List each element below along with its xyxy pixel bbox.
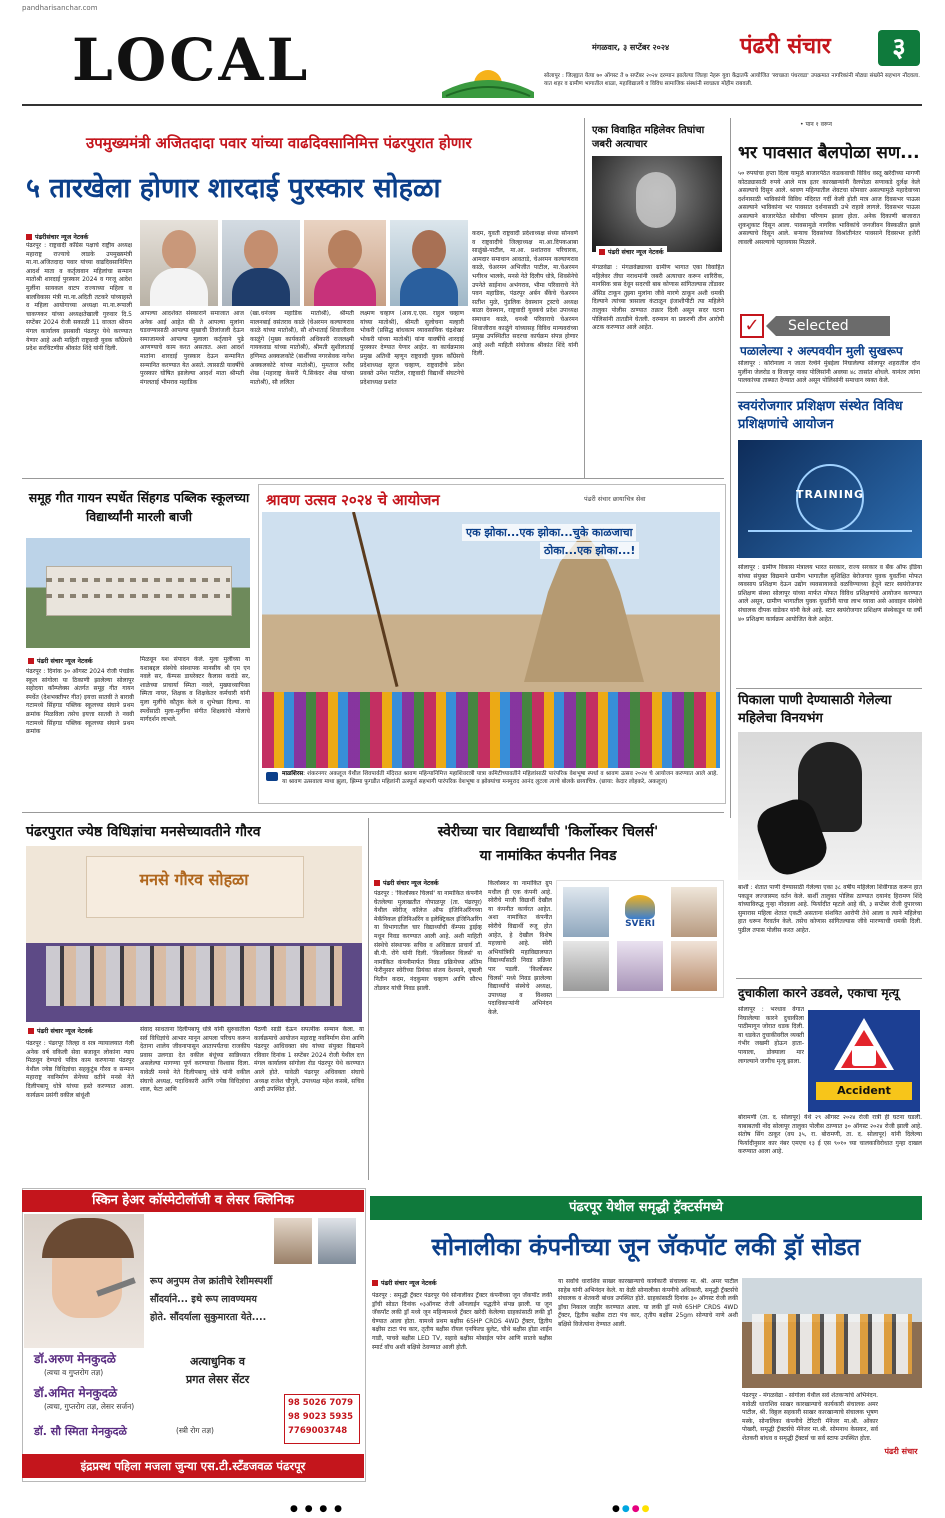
sveri-byline-text: पंढरी संचार न्यूज नेटवर्क (383, 880, 439, 887)
tractors-kicker: पंढरपूर येथील समृद्धी ट्रॅक्टर्समध्ये (370, 1196, 922, 1220)
lead-col2: आपल्या आदर्शवत संस्काराने समाजात आज अनेक आई आहेत की ते आपल्या मुलांना घडवण्यासाठी आपल्या सुखाची तिलांजली देऊन समाजामध्ये आपल्या मुलाला कर्तृत्वाने पुढे आणण्याचे काम करत असतात. अशा आदर्श मातांना शारदाई पुरस्कार देऊन सन्मानित सन्मानित करण्यात येत असते. त्यासाठी यावर्षीचे पुरस्कार घोषित झालेल्या आदर्श माता श्रीमती मंगलताई भीमराव महाडिक (140, 310, 244, 386)
shravan-caption (282, 770, 718, 798)
widow-byline-text: पंढरी संचार न्यूज नेटवर्क (608, 249, 664, 256)
harass-headline: पिकाला पाणी देण्यासाठी गेलेल्या महिलेचा विनयभंग (738, 693, 892, 726)
sing-byline-text: पंढरी संचार न्यूज नेटवर्क (37, 658, 93, 665)
clinic-title: स्किन हेअर कॉस्मेटोलॉजी व लेसर क्लिनिक (22, 1190, 364, 1212)
registration-marks-left: ● ● ● ● (290, 1504, 344, 1514)
shravan-caption-credit: (छाया: केदार लोहकरे, अकलूज) (599, 779, 668, 785)
doctor-3-name: डॉ. सौ स्मिता मेनकुदळे (34, 1425, 127, 1438)
sing-col2: मिळवून यश संपादन केले. मुला मुलींच्या या यशाबद्दल संस्थेचे संस्थापक मानसीय श्री एम एन नवले सर, कॅम्पस डायरेक्टर कैलास करांडे सर, शाळेच्या प्राचार्या स्मिता नवले, मुख्याध्यापिका स्मिता नायर, शिक्षक व शिक्षकेतर कर्मचारी यांनी मुला मुलींचे कौतुक केले व शुभेच्छा दिल्या. या स्पर्धेसाठी मुला-मुलींना संगीत शिक्षकांचे मोलाचे मार्गदर्शन लाभले. (140, 656, 250, 724)
sveri-logo (615, 895, 665, 935)
shravan-overlay-line1: एक झोका...एक झोका...चुके काळजाचा (462, 524, 636, 541)
rain-jump: • पान १ वरून (800, 121, 833, 128)
accident-headline: दुचाकीला कारने उडवले, एकाचा मृत्यू (738, 986, 899, 1000)
sveri-photo-collage (556, 880, 724, 998)
mns-col3: पैठणी साडी देऊन सपत्नीक सन्मान केला. या कार्यक्रमाचे आयोजन महाराष्ट्र नवनिर्माण सेना आणि पंढरपूर आधिवक्ता संघ यांच्या संयुक्त विद्यमाने रविवार दिनांक 1 सप्टेंबर 2024 रोजी येथील दत्त मंगल कार्यालय सांगोला रोड पंढरपूर येथे करण्यात आले होते. यावेळी पंढरपूर अधिवक्ता संघाचे अध्यक्ष राजेश चौगुले, उपाध्यक्ष महेश कसबे, सचिव आदी उपस्थित होते. (254, 1026, 364, 1094)
selected-badge (740, 314, 890, 338)
sing-col1: पंढरपूर : दिनांक ३० ऑगस्ट 2024 रोजी पंचडेक स्कूल सांगोला या ठिकाणी झालेल्या सोलापूर सहोदया कॉम्प्लेक्स अंतर्गत समूह गीत गायन स्पर्धेत (देशभक्तीपर गीत) इयत्ता सातवी ते बारावी गटामध्ये सिंहगड पब्लिक स्कूलच्या संघाने प्रथम क्रमांक मिळविला तसेच इयत्ता सातवी ते नववी गटामध्ये सिंहगड पब्लिक स्कूलच्या संघाने प्रथम क्रमांक (26, 668, 134, 736)
shravan-headline: श्रावण उत्सव २०२४ चे आयोजन (266, 491, 440, 509)
clinic-phone-3[interactable]: 7769003748 (288, 1426, 348, 1436)
school-photo (26, 538, 250, 648)
accident-label: Accident (816, 1082, 912, 1100)
sveri-headline-line1: स्वेरीच्या चार विद्यार्थ्यांची 'किर्लोस्कर चिलर्स' (437, 824, 659, 840)
sun-field-logo (442, 58, 534, 98)
lead-headline: ५ तारखेला होणार शारदाई पुरस्कार सोहळा (26, 173, 441, 204)
lead-col5: कदम, युवती राष्ट्रवादी प्रदेशाध्यक्ष संध्या सोनवणे व राष्ट्रवादीचे जिल्हाध्यक्ष मा.आ.दिपकआबा साळुंखे-पाटील, मा.आ. प्रशांतराव परिचारक, आमदार समाधान आवताडे, चेअरमन कल्याणराव काळे, चेअरमन अभिजीत पाटील, मा.चेअरमन भगीरथ भालके, मनसे नेते दिलीप धोत्रे, शिवसेनेचे उपनेते साईनाथ अभंगराव, भीमा परिवाराचे नेते पवन महाडिक, पंढरपूर अर्बन बँकेचे चेअरमन सतीश मुळे, पुंडलिक देवस्थान ट्रस्टचे अध्यक्ष बाळा देवस्थान, राष्ट्रवादी युवकचे प्रदेश उपाध्यक्ष समाधान काळे, धनश्री परिवाराचे चेअरमन शिवाजीराव काळुंगे यांच्यासह विविध मान्यवरांच्या प्रमुख उपस्थितीत सदरचा कार्यक्रम संपन्न होणार आहे अशी माहिती संयोजक श्रीकांत शिंदे यांनी दिली. (472, 230, 578, 358)
tractors-stamp: पंढरी संचार (884, 1447, 918, 1456)
harass-body: बार्शी : शेतात पाणी देण्यासाठी गेलेल्या एका ३८ वर्षीय महिलेला शिवीगाळ करून हात पकडून लज्जास्पद वर्तन केले. बार्शी तालुका पोलिस ठाण्यात दयानंद हिरामण शिंदे यांच्याविरुद्ध गुन्हा नोंदवला आहे. फिर्यादीत म्हटले आहे की, ३ सप्टेंबर रोजी दुपारच्या सुमारास महिला शेतात एकटी असताना संशयित आरोपी तेथे आला व त्याने महिलेचा हात धरून गैरवर्तन केले. तसेच कोणास सांगितल्यास जीवे मारण्याची धमकी दिली. पुढील तपास पोलीस करत आहेत. (738, 884, 922, 934)
sveri-logo-text: SVERI (625, 919, 655, 929)
mns-col1: पंढरपूर : पंढरपूर जिल्हा व सत्र न्यायालयात गेली अनेक वर्ष वकिली सेवा बजावून लोकांना न्याय मिळवून देण्याचे पवित्र काम करणाऱ्या पंढरपूर येथील ज्येष्ठ विधिज्ञांचा सहकुटुंब गौरव व सन्मान महाराष्ट्र नवनिर्माण सेनेच्या वतीने मनसे नेते दिलीपबापू धोत्रे यांच्या हस्ते करण्यात आला. कार्यक्रम प्रसंगी वकील बांधूंशी (26, 1040, 134, 1099)
selected-label: Selected (788, 318, 849, 334)
training-image-label: TRAINING (795, 488, 865, 501)
training-image (738, 440, 922, 558)
clinic-tagline-2: सौंदर्याने... इथे रूप लावण्यमय (150, 1294, 257, 1305)
tractors-caption: पंढरपूर - मंगळवेढा - सांगोला येथील सर्व शेतकऱ्यांचे अभिनंदन. यावेळी धाराशिव साखर कारखान्याचे कार्यकारी संचालक अमर पाटील, श्री. विठ्ठल सहकारी साखर कारखान्याचे संचालक भूषण मस्के, सोनालिका कंपनीचे टेरिटरी मॅनेजर मा.श्री. ओंकार पोखरी, समृद्धी ट्रॅक्टर्सचे मॅनेजर मा.श्री. सोमनाथ केसकर, सर्व शेतकरी बांधव व समृद्धी ट्रॅक्टर्स चा सर्व स्टाफ उपस्थित होता. (742, 1392, 878, 1442)
doctor-2-note: (त्वचा, गुप्तरोग तज्ञ, लेसर सर्जन) (44, 1402, 135, 1411)
doctor-1-name: डॉ.अरुण मेनकुदळे (34, 1352, 116, 1366)
shravan-caption-place: माळशिरस (282, 771, 304, 777)
check-icon: ✓ (740, 314, 764, 338)
shravan-credit: पंढरी संचार छायाचित्र सेवा (584, 495, 646, 503)
accident-graphic (808, 1010, 920, 1112)
mns-byline (28, 1026, 93, 1035)
shravan-photo (262, 512, 720, 768)
lead-kicker: उपमुख्यमंत्री अजितदादा पवार यांच्या वाढदिवसानिमित्त पंढरपुरात होणार (86, 134, 472, 152)
tractors-photo (742, 1278, 922, 1388)
clinic-tagline-3: होते. सौंदर्याला सुकुमारता येते.... (150, 1312, 267, 1323)
lead-col1: पंढरपूर : राष्ट्रवादी काँग्रेस पक्षाचे राष्ट्रीय अध्यक्ष महाराष्ट्र राज्याचे लाडके उपमुख्यमंत्री मा.ना.अजितदादा पवार यांच्या वाढदिवसानिमित्त आदर्श माता व कर्तृत्ववान महिलांचा सन्मान मातोश्री शारदाई पुरस्कार 2024 व गरजू आदेश मुलींना सायकल वाटप राज्याच्या महिला व बालविकास मंत्री मा.ना.अदिती तटकरे यांच्याहस्ते व महिला आयोगाच्या अध्यक्षा मा.ना.रूपाली चाकणकर यांच्या अध्यक्षतेखाली गुरुवार दि.5 सप्टेंबर 2024 रोजी सकाळी 11 वाजता श्रीराम मंगल कार्यालय इसबावी पंढरपूर येथे करण्यात येणार आहे अशी माहिती राष्ट्रवादी युवक काँग्रेसचे प्रदेश सरचिटणीस श्रीकांत शिंदे यांनी दिली. (26, 242, 132, 353)
mns-byline-text: पंढरी संचार न्यूज नेटवर्क (37, 1028, 93, 1035)
shravan-caption-text: : शंकरनगर अकलूज येथील शिवपार्वती मंदिरात श्रावण महिन्यानिमित्त महाशिवरात्री यात्रा कमिटीच्यावतीने महिलांसाठी पारंपरिक वेशभूषा स्पर्धा व श्रावण उत्सव २०२४ चे आयोजन करण्यात आले आहे. या श्रावण उत्सवाला माथा झुला, झिम्मा फुगडीत महिलांनी उत्स्फूर्त सहभागी पारंपरिक वेशभूषा व झोक्यांचा मनमुराद आनंद लुटला त्याचे बोलके छायाचित्र. (282, 771, 718, 785)
clinic-phone-2[interactable]: 98 9023 5935 (288, 1412, 354, 1422)
tractors-col1: पंढरपूर : समृद्धी ट्रॅक्टर पंढरपूर येथे सोनालीका ट्रॅक्टर कंपनीच्या जून जॅकपॉट लकी ड्रॉची सोडत दिनांक ०३ऑगस्ट रोजी ऑनलाईन पद्धतीने संपन्न झाली. या जून जॅकपॉट लकी ड्रॉ मध्ये जून महिन्यामध्ये ट्रॅक्टर खरेदी केलेल्या ग्राहकांसाठी लकी ड्रॉ घेण्यात आला होता. यामध्ये प्रथम बक्षीस 65HP CRDS 4WD ट्रॅक्टर, द्वितीय बक्षीस टाटा पंच कार, तृतीय बक्षीस रॉयल एनफिल्ड बुलेट, चौथे बक्षीस होंडा शाईन गाडी, पाचवे बक्षीस LED TV, सहावे बक्षीस मोबाईल फोन आणि सातवे बक्षीस स्मार्ट वॉच अशी बक्षिसे ठेवण्यात आली होती. (372, 1292, 552, 1351)
lead-byline (26, 232, 88, 241)
tractors-byline-text: पंढरी संचार न्यूज नेटवर्क (381, 1280, 437, 1287)
clinic-model-photo (24, 1214, 144, 1348)
accident-lead: सोलापूर : भरधाव वेगात निघालेल्या कारने दुचाकीला पाठीमागून जोरात धडक दिली. या धडकेत दुचाकीवरील व्यक्ती गंभीर जखमी होऊन हाता-पायाला, डोक्याला मार लागल्याने जागीच मृत्यू झाला. (738, 1006, 804, 1065)
lead-col4: लक्ष्मण चव्हाण (आय.ए.एस. राहुल चव्हाण यांच्या मातोश्री), श्रीमती सुलोचना मल्हारी भोकरी (प्रसिद्ध बांधकाम व्यावसायिक चंद्रशेखर भोकरी यांच्या मातोश्री) यांना यावर्षीचे शारदाई पुरस्कार देण्यात येणार आहेत. या कार्यक्रमास प्रमुख अतिथी म्हणून राष्ट्रवादी युवक काँग्रेसचे प्रदेशाध्यक्ष सूरज चव्हाण, राष्ट्रवादीचे प्रदेश प्रवक्ते उमेश पाटील, राष्ट्रवादी विद्यार्थी संघटनेचे प्रदेशाध्यक्ष प्रशांत (360, 310, 464, 386)
rain-body: ५० रुपयांचा हप्ता दिला यामुळे बाजारपेठेत कडकवाची विविध वस्तू खरेदीच्या मागणी कोठड्यासाठी रुपये आले मात्र इतर कारखान्यांनी वैलपोळा सणाकडे दुर्लक्ष केले असल्याचे दिसून आले. श्रावण महिन्यातील शेवटचा सोमवार असल्यामुळे महादेवाच्या दर्शनासाठी भाविकांनी विविध मंदिरात गर्दी केली होती मात्र आज दिवसभर पाऊस असल्याने भाविकांना भर पावसात दर्शनासाठी उभे राहावे लागले. दिवसभर पाऊस असल्याने बाजारपेठेत सोयीचा परिणाम झाला होता. अनेक दिकाणी बाजारात शुकशुकाट दिसून आला. पावसामुळे नागरिक भाविकांचे जनजीवन विस्कळीत झाले असल्याचे दिसून आले. बऱ्याच दिवसांच्या विश्रांतीनंतर पावसाने दिवसभर हजेरी लावली असल्याचे पहावयास मिळाले. (738, 170, 920, 246)
harass-photo (738, 732, 922, 880)
selected-body: सोलापूर : कोरोनाला न जाता रेल्वेने मुंबईला निघालेल्या सोलापूर शहरातील दोन मुलींना जेलरोड व विजापूर नाका पोलिसांनी अवघ्या ४८ तासांत शोधले. यानंतर त्यांना पालकांच्या ताब्यात देण्यात आले असून पोलिसांनी समाधान व्यक्त केले. (738, 360, 920, 385)
portrait-suraj-chavan (390, 220, 468, 306)
tractors-headline: सोनालीका कंपनीच्या जून जॅकपॉट लकी ड्रॉ सोडत (431, 1233, 861, 1261)
mns-col2: संवाद साधताना दिलीपबापू धोत्रे यांनी सुरुवातीला सर्व विधिज्ञांचे आभार मानून आपला परिचय करून देताना शालेय जीवनापासून आतापर्यंतचा राजकीय प्रवास उलगडा देत वकील बंधूंच्या सान्निध्यात असलेल्या मागण्या पूर्ण करण्याचा विश्वास दिला. यावेळी मनसे नेते दिलीपबापू धोत्रे यांनी वकील संघाचे अध्यक्ष, पदाधिकारी आणि ज्येष्ठ विधिज्ञांचा शाल, फेटा आणि (140, 1026, 250, 1094)
portrait-ajit-pawar (140, 220, 218, 306)
section-title: LOCAL (72, 26, 311, 94)
clinic-phone-1[interactable]: 98 5026 7079 (288, 1398, 354, 1408)
page-number (878, 30, 920, 66)
mns-banner-text: मनसे गौरव सोहळा (139, 870, 249, 889)
tractors-col2: या सर्वांचे धाराशिव साखर कारखान्याचे कार्यकारी संचालक मा. श्री. अमर पाटील साहेब यांनी अभिनंदन केले. या वेळी सोनालीका कंपनीचे अधिकारी, समृद्धी ट्रॅक्टर्सचे संचालक व शेतकरी बांधव उपस्थित होते. ग्राहकांसाठी दिनांक ३० ऑगस्ट रोजी लकी ड्रॉचा निकाल जाहीर करण्यात आला. या लकी ड्रॉ मध्ये 65HP CRDS 4WD ट्रॅक्टर, द्वितीय बक्षीस टाटा पंच कार, तृतीय बक्षीस 25gm सोन्याचे नाणे अशी बक्षिसे विजेत्यांना देण्यात आली. (558, 1278, 738, 1328)
page-number-text: ३ (892, 33, 906, 63)
lead-byline-text: पंढरीसंचार न्यूज नेटवर्क (35, 234, 89, 241)
rain-headline: भर पावसात बैलपोळा सण... (738, 143, 920, 163)
clinic-tagline-1: रूप अनुपम तेज क्रांतीचे रेशीमस्पर्शी (150, 1276, 273, 1287)
clinic-features-2: प्रगत लेसर सेंटर (186, 1373, 250, 1386)
training-body: सोलापूर : ग्रामीण विकास मंत्रालय भारत सरकार, राज्य सरकार व बँक ऑफ इंडिया यांच्या संयुक्त विद्यमाने ग्रामीण भागातील सुशिक्षित बेरोजगार युवक युवतींना मोफत व्यवसाय प्रशिक्षण देऊन उद्योग व्यवसायाकडे वळविण्याच्या हेतूने स्टार स्वयंरोजगार प्रशिक्षण संस्था सोलापूर यांच्या मार्फत मोफत विविध प्रशिक्षणांचे आयोजन करण्यात आले असून, ग्रामीण भागातील युवक युवतींनी याचा लाभ घ्यावा असे आवाहन संस्थेचे संचालक दीपक वाडेकर यांनी केले आहे. स्टार स्वयंरोजगार प्रशिक्षण संस्थेकडून या वर्षी ४० प्रशिक्षण कार्यक्रम आयोजित केले आहेत. (738, 564, 922, 623)
accident-body: बोरामणी (ता. द. सोलापूर) येथे २९ ऑगस्ट २०२४ रोजी रात्री ही घटना घडली. याबाबतची नोंद सोलापूर तालुका पोलीस ठाण्यात ३० ऑगस्ट २०२४ रोजी झाली आहे. संतोष सिंग ठाकूर (वय ३५, रा. बोरामणी, ता. द. सोलापूर) यांनी दिलेल्या फिर्यादीनुसार कार नंबर एमएच १३ ई एस ९०१० च्या चालकाविरोधात गुन्हा दाखल करण्यात आला आहे. (738, 1114, 922, 1156)
widow-photo (592, 156, 722, 252)
doctor-2-name: डॉ.अमित मेनकुदळे (34, 1386, 118, 1400)
training-headline: स्वयंरोजगार प्रशिक्षण संस्थेत विविध प्रशिक्षणांचे आयोजन (738, 399, 903, 432)
widow-byline (596, 246, 667, 257)
clinic-features-1: अत्याधुनिक व (190, 1355, 245, 1368)
mns-headline: पंढरपुरात ज्येष्ठ विधिज्ञांचा मनसेच्यावतीने गौरव (26, 824, 261, 840)
doctor-photo-1 (274, 1218, 312, 1264)
portrait-rupali-chakankar (304, 220, 386, 306)
camera-icon (266, 772, 278, 781)
widow-body: मंगळवेढा : मंगळवेढ्याच्या ग्रामीण भागात एका विवाहित महिलेवर तीघा नराधमांनी जबरी अत्याचार करून शारिरीक, मानसिक त्रास देवून सदरची बाब कोणास सांगितल्यास तोंडावर ॲसिड टाकून तुझ्या मुलांना जीवे मारणे ठाकून अशी धमकी दिल्याने त्यांच्या त्रासाला कंटाळून इंजाशीपीटी त्या महिलेने तालुका पोलीस ठाण्यात तक्रार दिली असून सदर घटना पोलिसांनी तातडीने घेतली. दरम्यान या प्रकरणी तीन आरोपी अटक करण्यात आले आहेत. (592, 264, 724, 332)
shravan-overlay-line2: ठोका...एक झोका...! (540, 542, 639, 559)
sveri-col2: किर्लोस्कर या नामांकित ग्रुप मधील ही एक कंपनी आहे. स्वेरीचे माजी विद्यार्थी देखील या कंपनीत कार्यरत आहेत. अशा नामांकित कंपनीत स्वेरीचे विद्यार्थी रुजू होत आहेत, हे देखील विशेष महत्त्वाचे आहे. स्वेरी अभियांत्रिकी महाविद्यालयात विद्यार्थ्यांसाठी निवड प्रक्रिया पार पडली. 'किर्लोस्कर चिलर्स' मध्ये निवड झालेल्या विद्यार्थ्यांचे संस्थेचे अध्यक्ष, उपाध्यक्ष व विश्वस्त पदाधिकाऱ्यांनी अभिनंदन केले. (488, 880, 552, 1016)
clinic-address: इंद्रप्रस्थ पहिला मजला जुन्या एस.टी.स्टँडजवळ पंढरपूर (22, 1454, 364, 1478)
mns-photo (26, 846, 362, 1022)
lead-bottom-rule (22, 478, 724, 479)
tractors-byline (372, 1278, 437, 1287)
lead-col3: (खा.धनंजय महाडिक मातोश्री), श्रीमती मालनबाई वसंतराव काळे (चेअरमन कल्याणराव काळे यांच्या मातोश्री), सौ शोभाताई शिवाजीराव काळुंगे (मुख्य कार्यकारी अधिकारी राजलक्ष्मी गायकवाड यांच्या मातोश्री), श्रीमती सुशीलाताई हणिमठ अक्कलकोटे (बार्शीच्या नगरसेवक नागेश अक्कलकोटे यांच्या मातोश्री), मुमताज रशीद शेख (महाराष्ट्र केसरी पै.सिकंदर शेख यांच्या मातोश्री), सौ ललिता (250, 310, 354, 386)
header-ticker: सोलापूर : जिल्ह्यात येत्या ७० ऑगस्ट ते ७ सप्टेंबर २०२४ दरम्यान झालेल्या जिल्हा नेहरू युवा केंद्रातर्फे आयोजित 'स्वच्छता पंधरवडा' उपक्रमात नागरिकांनी मोठ्या संख्येने सहभाग नोंदवला. यात शहर व ग्रामीण भागातील शाळा, महाविद्यालये व विविध सामाजिक संस्थांनी स्वच्छता मोहीम राबवली. (544, 73, 920, 87)
masthead-logo: पंढरी संचार (740, 34, 831, 59)
doctor-3-note: (स्त्री रोग तज्ञ) (176, 1426, 214, 1435)
sveri-headline-line2: या नामांकित कंपनीत निवड (479, 848, 617, 864)
sing-byline (28, 656, 93, 665)
doctor-photo-2 (318, 1218, 356, 1264)
header-rule (22, 104, 922, 106)
sveri-col1: पंढरपूर : 'किर्लोस्कर चिलर्स' या नामांकित कंपनीने घेतलेल्या मुलाखतीत गोपाळपूर (ता. पंढरपूर) येथील स्वेरीज् कॉलेज ऑफ इंजिनिअरिंगच्या मेकॅनिकल इंजिनिअरिंग व इलेक्ट्रिकल इंजिनिअरिंग या विभागातील चार विद्यार्थ्यांची कॅम्पस ड्राईव्ह मधून निवड करण्यात आली आहे. अशी माहिती संस्थेचे संस्थापक सचिव व अधिष्ठाता प्राचार्य डॉ. बी.पी. रोंगे यांनी दिली. 'किर्लोस्कर चिलर्स' या नामांकित कंपनीमार्फत निवड प्रक्रियेच्या अंतिम फेरीनुसार स्वेरीच्या प्रियंका संजय देशमाने, वृषाली नितीन कदम, नंदकुमार चव्हाण आणि सौरभ तोंडकर यांची निवड झाली. (374, 890, 482, 992)
widow-headline: एका विवाहित महिलेवर तिघांचा जबरी अत्याचार (592, 125, 705, 150)
sveri-byline (374, 878, 439, 887)
sing-headline: समूह गीत गायन स्पर्धेत सिंहगड पब्लिक स्कूलच्या विद्यार्थ्यांनी मारली बाजी (28, 490, 250, 524)
registration-marks-right: ●●●● (612, 1504, 652, 1514)
selected-headline: पळालेल्या २ अल्पवयीन मुली सुखरूप (740, 344, 903, 358)
issue-date: मंगळवार, ३ सप्टेंबर २०२४ (592, 43, 670, 52)
portrait-aditi-tatkare (222, 220, 300, 306)
site-url[interactable]: pandharisanchar.com (22, 4, 98, 12)
doctor-1-note: (त्वचा व गुप्तरोग तज्ञ) (44, 1368, 104, 1377)
